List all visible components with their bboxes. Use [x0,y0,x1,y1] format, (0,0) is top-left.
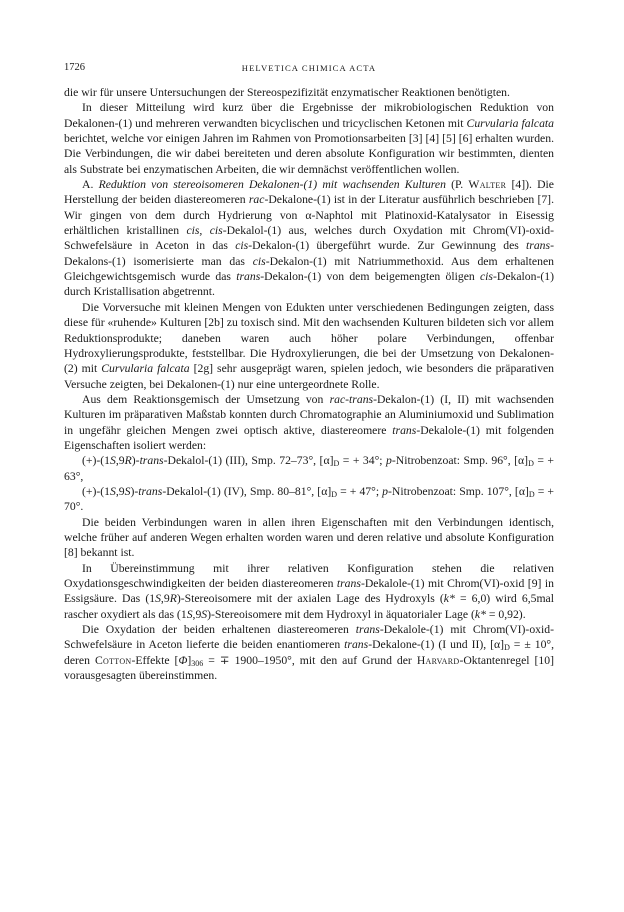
text-run: berichtet, welche vor einigen Jahren im Rahmen von Promotionsarbeiten [3] [4] [5] [6] erhalten wurden. Die Verbindungen, die wir dabei bereiteten und deren absolute Konfiguration wir bestimmten, dienten als Substrate bei enzymatischen Arbeiten, die wir demnächst veröffentlichen wollen. [64,132,554,176]
subscript: 306 [191,658,204,668]
text-run: )- [131,454,140,468]
text-run: A. [82,178,99,192]
text-run: = 0,92). [485,607,526,621]
italic-text: p [386,454,392,468]
subscript: D [333,459,340,469]
text-run: -Effekte [ [131,653,179,667]
text-run: -Dekalon-(1) (I, II) mit wachsenden Kulturen im präparativen Maßstab konnten durch Chromatographie an Aluminiumoxid und Sublimation in ungefähr gleichen Mengen zwei optisch aktive, diastereomere [64,392,554,437]
paragraph-cotton-effects [64,622,554,683]
italic-text: trans [139,454,164,468]
text-run: -Dekalole-(1) mit Chrom(VI)-oxid-Schwefelsäure in Aceton lieferte die beiden enantiomeren [64,623,554,652]
small-caps-name: Harvard [416,653,460,667]
paragraph-section-a [64,177,554,300]
text-run: -Dekalon-(1) durch Kristallisation abgetrennt. [64,270,554,299]
subscript: D [331,489,337,499]
text-run: )- [130,484,139,498]
italic-text: Φ [178,653,188,667]
text-run: = ∓ 1900–1950°, mit den auf Grund der [203,653,417,667]
compound-iii-properties [64,453,554,484]
italic-text: trans [355,623,380,637]
paragraph-preliminary-experiments [64,300,554,392]
article-body [64,85,554,683]
italic-text: R [124,454,132,468]
text-run: -Dekalol-(1) (III), Smp. 72–73°, [α] [163,454,334,468]
page-number: 1726 [64,62,85,73]
text-run: = + 34°; [339,454,387,468]
italic-text: cis [252,254,266,268]
italic-text: trans [344,638,369,652]
italic-text: rac [248,193,265,207]
italic-text: k* [474,607,486,621]
paragraph-identity [64,515,554,561]
text-run: -Dekalon-(1) mit Natriummethoxid. Aus dem erhaltenen Gleichgewichtsgemisch wurde das [64,254,554,284]
text-run: -Dekalon-(1) von dem beigemengten öligen [260,270,480,284]
text-run: -Dekalone-(1) ist in der Literatur ausführlich beschrieben [7]. Wir gingen von dem durch Hydrierung von α-Naphtol mit Platinoxid-Katalysator in Eisessig erhältlichen kristallinen [64,193,554,238]
italic-text: cis [480,270,493,284]
italic-text: trans [236,270,261,284]
text-run: [2g] sehr ausgeprägt waren, spielen jedoch, wie besonders die präparativen Versuche zeigten, bei Dekalonen-(1) nur eine untergeordnete Rolle. [64,362,554,391]
text-run: = + 63°, [64,454,555,483]
text-run: [4]). Die Herstellung der beiden diastereomeren [64,178,554,207]
text-run: (+)-(1 [82,484,111,498]
italic-text: Curvularia falcata [466,116,554,130]
text-run: -Nitrobenzoat: Smp. 107°, [α] [388,484,529,498]
text-run: = 6,0) wird 6,5mal rascher oxydiert als das (1 [64,592,554,621]
italic-text: S [186,607,193,621]
text-run: -Dekalole-(1) mit folgenden Eigenschaften isoliert werden: [64,423,554,452]
italic-text: cis, cis [186,224,223,238]
paragraph-preparative-results [64,392,554,453]
text-run: = + 47°; [337,484,383,498]
text-run: ,9 [192,607,202,621]
text-run: ,9 [115,454,125,468]
italic-text: S [155,592,161,606]
italic-text: trans [138,484,163,498]
italic-text: Reduktion von stereoisomeren Dekalonen-(1) mit wachsenden Kulturen [98,178,446,192]
text-run: -Dekalone-(1) (I und II), [α] [368,638,505,652]
italic-text: trans [336,577,361,590]
text-run: )-Stereoisomere mit dem Hydroxyl in äquatorialer Lage ( [207,607,475,621]
text-run: -Dekalol-(1) aus, welches durch Oxydation mit Chrom(VI)-oxid-Schwefelsäure in Aceton in das [64,224,555,253]
text-run: In dieser Mitteilung wird kurz über die Ergebnisse der mikrobiologischen Reduktion von Dekalonen-(1) und mehreren verwandten bicyclischen und tricyclischen Ketonen mit [64,101,554,130]
text-run: )-Stereoisomere mit der axialen Lage des Hydroxyls ( [176,592,444,606]
journal-title: HELVETICA CHIMICA ACTA [241,63,377,73]
compound-iv-properties [64,484,554,515]
text-run: -Dekalons-(1) isomerisierte man das [64,239,554,268]
italic-text: S [110,484,116,498]
text-run: -Dekalole-(1) mit Chrom(VI)-oxid [9] in Essigsäure. Das (1 [64,577,554,606]
italic-text: S [124,484,131,498]
small-caps-name: Cotton [94,653,132,667]
italic-text: k* [443,592,455,606]
paragraph-intro [64,100,554,177]
text-run: Die Vorversuche mit kleinen Mengen von Edukten unter verschiedenen Bedingungen zeigten, dass diese für «ruhende» Kulturen [2b] zu toxisch sind. Mit den wachsenden Kulturen bildeten sich vor allem Reduktionsprodukte; daneben waren auch höher polare Verbindungen, offenbar Hydroxylierungsprodukte, feststellbar. Die Hydroxylierungen, die bei der Umsetzung von Dekalonen-(2) mit [64,300,554,376]
italic-text: p [382,484,389,498]
paragraph-continuation [64,85,554,100]
subscript: D [528,459,534,469]
italic-text: trans [392,423,417,437]
text-run: -Dekalol-(1) (IV), Smp. 80–81°, [α] [162,484,332,498]
text-run: In Übereinstimmung mit ihrer relativen Konfiguration stehen die relativen Oxydationsgeschwindigkeiten der beiden diastereomeren [64,561,554,590]
text-run: (+)-(1 [82,454,111,468]
text-run: ] [187,653,192,667]
text-run: Die Oxydation der beiden erhaltenen diastereomeren [82,623,356,637]
text-run: die wir für unsere Untersuchungen der Stereospezifizität enzymatischer Reaktionen benötigten. [64,86,510,99]
text-run: -Dekalon-(1) übergeführt wurde. Zur Gewinnung des [248,239,527,253]
small-caps-name: Walter [468,178,507,192]
text-run: ,9 [115,484,125,498]
running-header [64,62,554,76]
text-run: = ± 10°, deren [64,638,555,667]
text-run: Aus dem Reaktionsgemisch der Umsetzung von [82,392,330,406]
text-run: = + 70°. [64,484,554,514]
text-run: Die beiden Verbindungen waren in allen ihren Eigenschaften mit den Verbindungen identisch, welche früher auf anderen Wegen erhalten worden waren und deren relative und absolute Konfiguration [8] bekannt ist. [64,515,554,560]
italic-text: trans [526,239,551,253]
text-run: -Nitrobenzoat: Smp. 96°, [α] [391,454,529,468]
text-run: ,9 [160,592,170,606]
text-run: -Oktantenregel [10] vorausgesagten übereinstimmen. [64,653,555,683]
italic-text: S [110,454,116,468]
italic-text: rac-trans [329,392,374,406]
subscript: D [528,489,535,499]
italic-text: S [201,607,208,621]
italic-text: Curvularia falcata [101,362,190,376]
subscript: D [504,643,510,653]
italic-text: cis [235,239,249,253]
italic-text: R [169,592,177,606]
paragraph-oxidation-rates [64,561,554,622]
text-run: (P. [445,178,469,192]
